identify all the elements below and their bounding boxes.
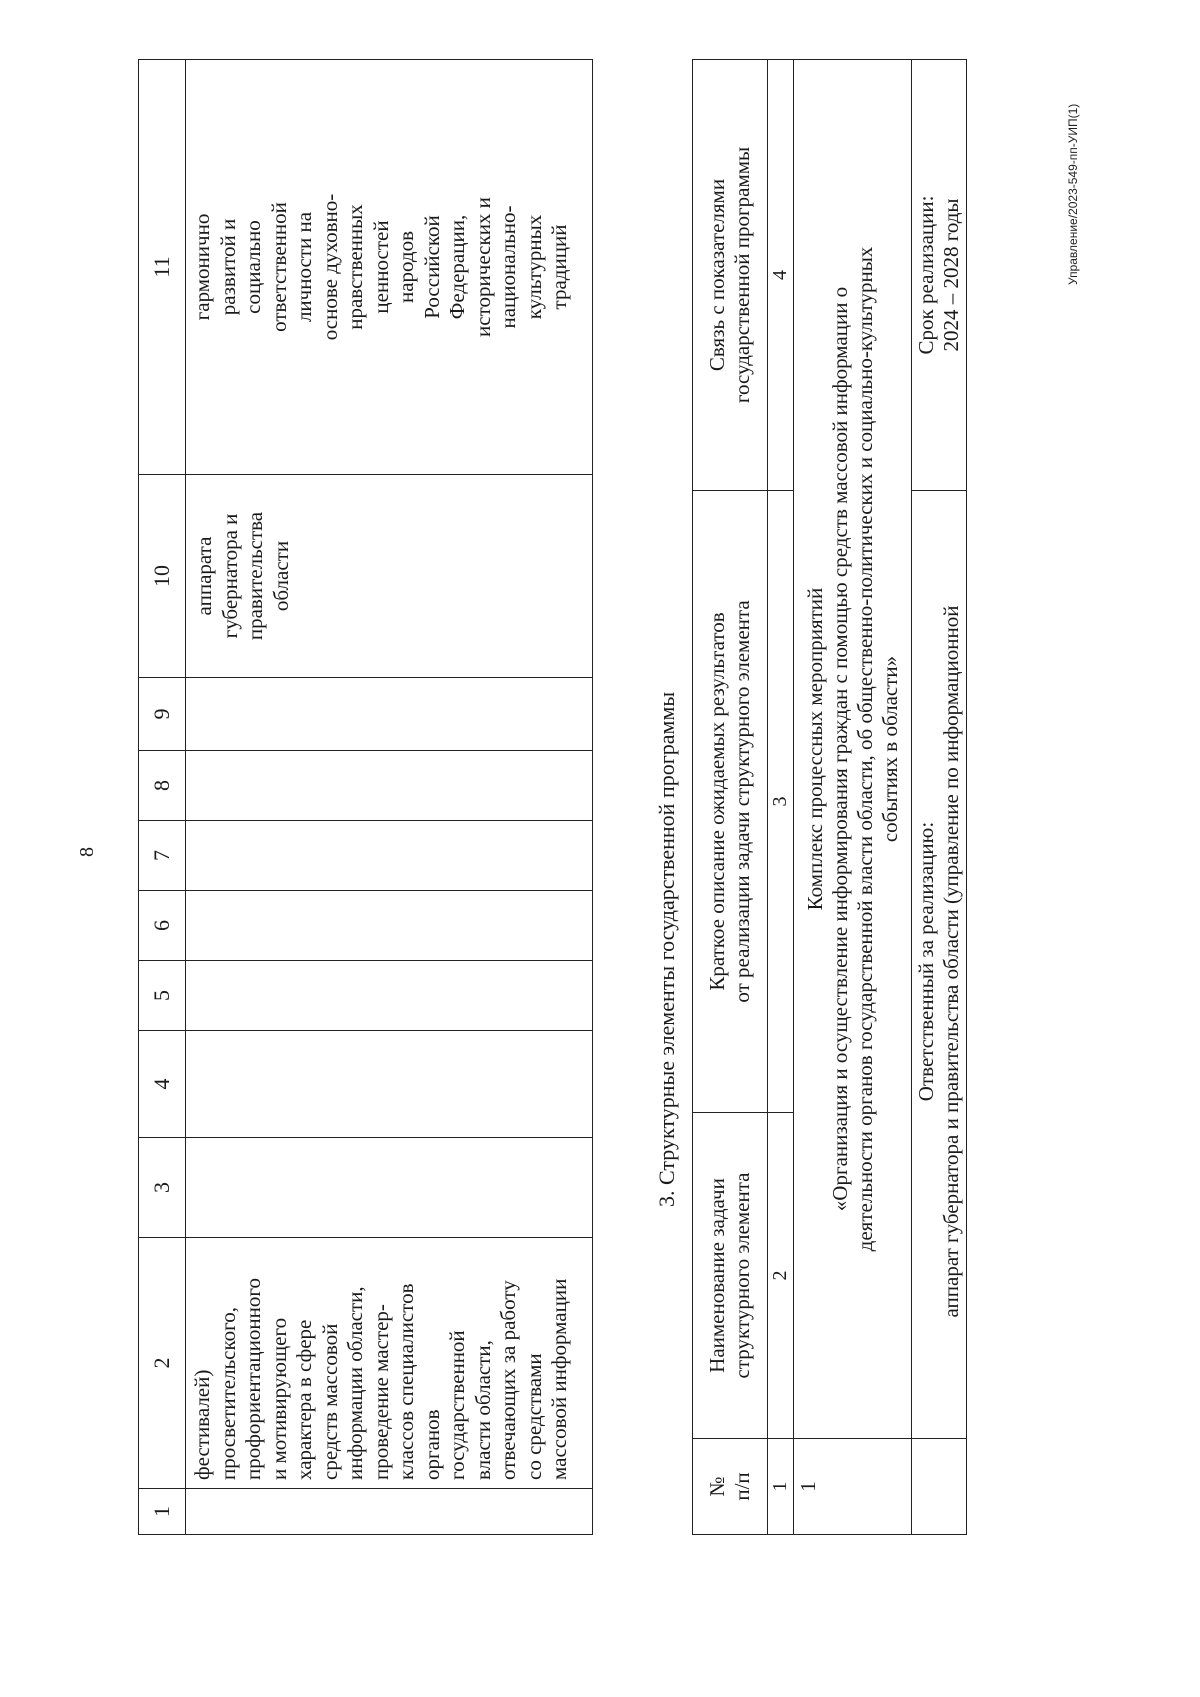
- cell-responsible: аппарата губернатора и правительства области: [186, 475, 593, 678]
- cell-empty: [186, 891, 593, 961]
- cell-empty: [186, 678, 593, 751]
- column-numbers-row: [768, 60, 794, 1535]
- document-code: Управление/2023-549-пп-УИП(1): [1066, 103, 1080, 285]
- table-header-row: [139, 60, 186, 1535]
- column-number: 1: [139, 1489, 186, 1535]
- table-row: [186, 60, 593, 1535]
- section-title: 3. Структурные элементы государственной программы: [654, 691, 679, 1207]
- implementation-term: Срок реализации: 2024 – 2028 годы: [912, 60, 967, 491]
- column-number: 11: [139, 60, 186, 475]
- cell-empty: [186, 961, 593, 1031]
- header-number: № п/п: [693, 1439, 768, 1535]
- column-number: 7: [139, 821, 186, 891]
- header-indicators-link: Связь с показателями государственной программы: [693, 60, 768, 491]
- column-number: 2: [139, 1238, 186, 1489]
- process-complex-title: Комплекс процессных мероприятий «Организация и осуществление информирования граждан с помощью средств массовой информации о деятельности органов государственной власти области, об общественно-политических и социально-культурных событиях в области»: [794, 60, 912, 1439]
- cell-empty: [186, 1031, 593, 1138]
- indicators-table-continuation: [138, 59, 593, 1535]
- column-number: 8: [139, 751, 186, 821]
- column-number: 10: [139, 475, 186, 678]
- page-number: 8: [76, 847, 98, 857]
- cell-empty: [912, 1439, 967, 1535]
- column-number: 4: [139, 1031, 186, 1138]
- column-number: 9: [139, 678, 186, 751]
- cell-empty: [186, 821, 593, 891]
- cell-empty: [186, 1138, 593, 1238]
- column-number: 1: [768, 1439, 794, 1535]
- structural-elements-table: [692, 59, 967, 1535]
- responsible-executor: Ответственный за реализацию: аппарат губернатора и правительства области (управление по информационной: [912, 491, 967, 1439]
- column-number: 2: [768, 1113, 794, 1439]
- header-task-name: Наименование задачи структурного элемента: [693, 1113, 768, 1439]
- cell-index: [186, 1489, 593, 1535]
- column-number: 3: [139, 1138, 186, 1238]
- table-header-row: [693, 60, 768, 1535]
- rotated-content: [0, 35, 1200, 1575]
- column-number: 3: [768, 491, 794, 1113]
- cell-event-description: фестивалей) просветительского, профориентационного и мотивирующего характера в сфере средств массовой информации области, проведение мастер- классов специалистов органов государственной власти области, отвечающих за работу со средствами массовой информации: [186, 1238, 593, 1489]
- column-number: 5: [139, 961, 186, 1031]
- cell-empty: [186, 751, 593, 821]
- cell-goal: гармонично развитой и социально ответственной личности на основе духовно- нравственных ценностей народов Российской Федерации, исторических и национально- культурных традиций: [186, 60, 593, 475]
- column-number: 6: [139, 891, 186, 961]
- column-number: 4: [768, 60, 794, 491]
- process-complex-row: [794, 60, 912, 1535]
- responsible-row: [912, 60, 967, 1535]
- header-expected-results: Краткое описание ожидаемых результатов от реализации задачи структурного элемента: [693, 491, 768, 1113]
- row-index: 1: [794, 1439, 912, 1535]
